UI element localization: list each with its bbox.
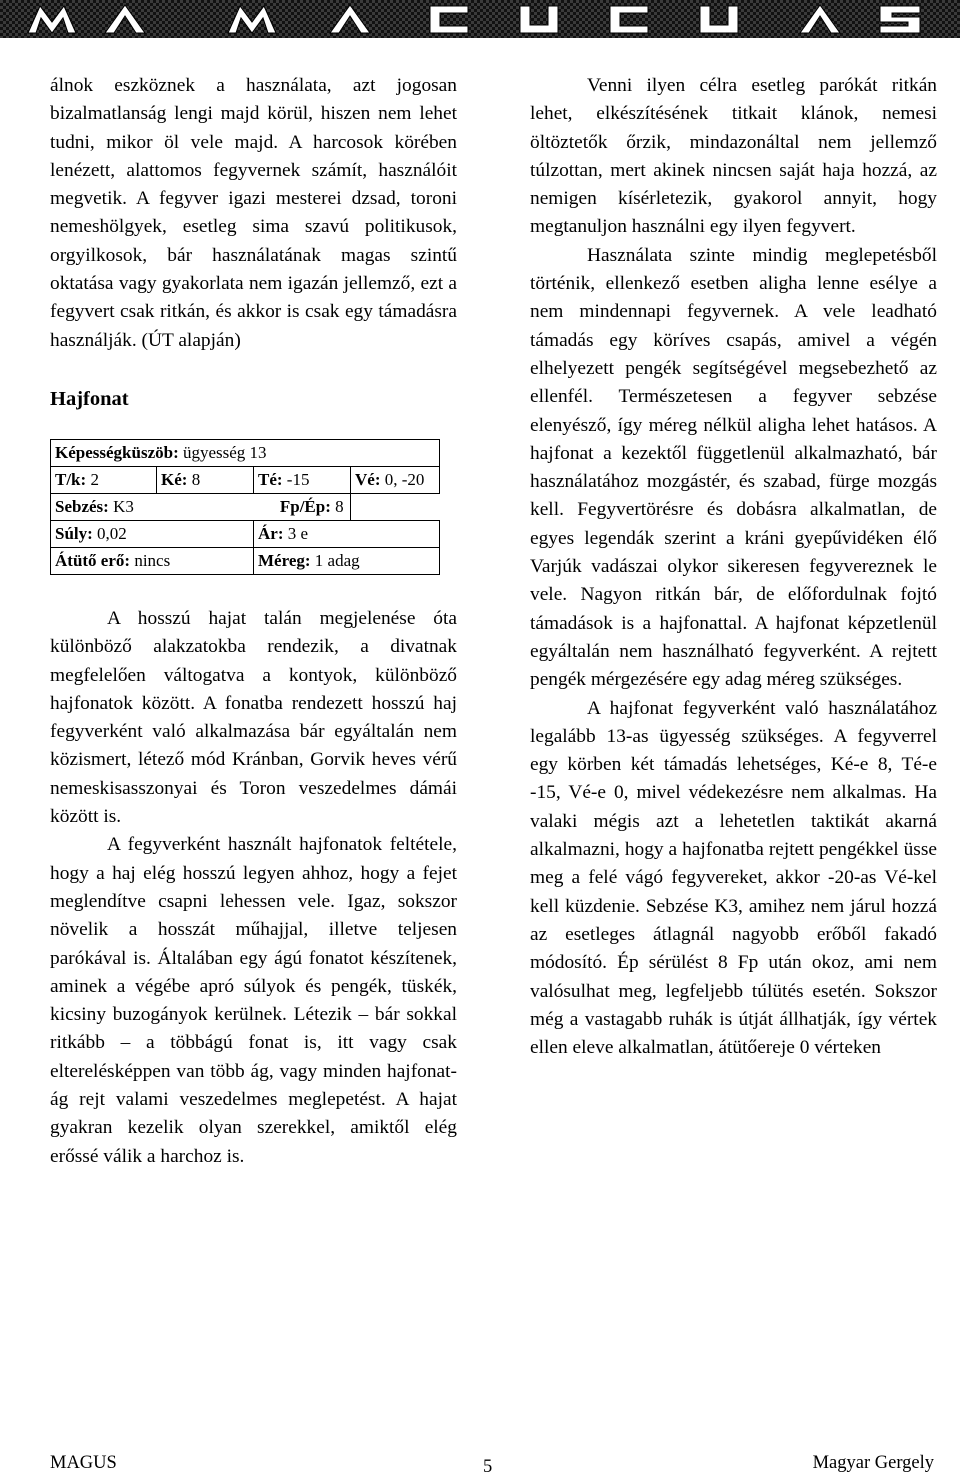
- poison-label: Méreg:: [258, 550, 311, 570]
- body-paragraph: Venni ilyen célra esetleg parókát ritkán lehet, elkészítésének titkait klánok, nemesi öltöztetők őrzik, mindazonáltal nem jellemző túlzottan, mert akinek nincsen saját haja hozzá, az nemigen kísérletezik, gyakorol annyit, hogy megtanuljon használni egy ilyen fegyvert.: [530, 75, 937, 238]
- stats-cell-pierce: [51, 547, 254, 574]
- footer-left: MAGUS: [50, 1453, 117, 1473]
- intro-paragraph: álnok eszköznek a használata, azt jogosan bizalmatlanság lengi majd körül, hiszen nem lehet tudni, mikor öl vele majd. A harcosok körében lenézett, alattomos fegyvernek számít, használóit megvetik. A fegyver igazi mesterei dzsad, toroni nemeshölgyek, esetleg sima szavú politikusok, orgyilkosok, bár használatának magas szintű oktatása vagy gyakorlata nem igazán jellemző, ezt a fegyvert csak ritkán, és akkor is csak egy támadásra használják. (ÚT alapján): [50, 75, 457, 351]
- te-label: Té:: [258, 469, 283, 489]
- damage-value: K3: [108, 496, 134, 516]
- section-title: Hajfonat: [50, 387, 129, 410]
- stats-row-weight: [51, 520, 440, 547]
- ve-label: Vé:: [355, 469, 381, 489]
- body-paragraph: A hosszú hajat talán megjelenése óta különböző alakzatokba rendezik, a divatnak megfelelően váltogatva a kontyok, különböző hajfonatok között. A fonatba rendezett hosszú haj fegyverként való alkalmazása bár egyáltalán nem közismert, létező mód Kránban, Gorvik heves vérű nemeskisasszonyai és Toron veszedelmes dámái között is.: [50, 607, 457, 828]
- stats-cell-te: [254, 466, 351, 493]
- te-value: -15: [282, 469, 310, 489]
- fp-label: Fp/Ép:: [279, 496, 331, 516]
- stats-cell-damage: [51, 493, 351, 520]
- header-banner: [0, 0, 960, 38]
- stats-cell-ke: [157, 466, 254, 493]
- weight-label: Súly:: [55, 523, 93, 543]
- right-column: [530, 72, 937, 1062]
- banner-logo: [0, 0, 960, 38]
- weight-value: 0,02: [92, 523, 127, 543]
- page-number: 5: [483, 1457, 493, 1477]
- threshold-value: ügyesség 13: [178, 442, 267, 462]
- ke-value: 8: [187, 469, 201, 489]
- stats-cell-ve: [351, 466, 440, 493]
- stats-cell-price: [254, 520, 440, 547]
- ke-label: Ké:: [161, 469, 188, 489]
- damage-label: Sebzés:: [55, 496, 109, 516]
- stats-row-combat: [51, 466, 440, 493]
- stats-row-pierce: [51, 547, 440, 574]
- stats-cell-threshold: [51, 439, 440, 466]
- pierce-value: nincs: [130, 550, 171, 570]
- stats-cell-weight: [51, 520, 254, 547]
- stats-row-damage: [51, 493, 440, 520]
- threshold-label: Képességküszöb:: [55, 442, 179, 462]
- left-column: [50, 72, 457, 1171]
- body-paragraph: A hajfonat fegyverként való használatához legalább 13-as ügyesség szükséges. A fegyverrel egy körben két támadás lehetséges, Ké-e 8, Té-e -15, Vé-e 0, mivel védekezésre nem alkalmas. Ha valaki mégis azt a lehetetlen taktikát akarná alkalmazni, hogy a hajfonatba rejtett pengékkel üsse meg a felé vágó fegyvereket, akkor -20-as Vé-kel kell küzdenie. Sebzése K3, amihez nem járul hozzá az esetleges átlagnál nagyobb erőből fakadó módosító. Ép sérülést 8 Fp után okoz, ami nem valósulhat meg, legfeljebb túlütés esetén. Sokszor még a vastagabb ruhák is útját állhatják, így vértek ellen eleve alkalmatlan, átütőereje 0 vérteken: [530, 697, 937, 1059]
- tk-label: T/k:: [55, 469, 87, 489]
- stats-cell-tk: [51, 466, 157, 493]
- ve-value: 0, -20: [380, 469, 425, 489]
- pierce-label: Átütő erő:: [55, 550, 131, 570]
- footer-author: Magyar Gergely: [812, 1453, 934, 1473]
- poison-value: 1 adag: [310, 550, 360, 570]
- stats-cell-poison: [254, 547, 440, 574]
- body-paragraph: A fegyverként használt hajfonatok feltétele, hogy a haj elég hosszú legyen ahhoz, hogy a fejet meglendítve csapni lehessen vele. Igaz, sokszor növelik a hosszát műhajjal, illetve teljesen parókával is. Általában egy ágú fonatot készítenek, aminek a végébe apró súlyok és pengék, tüskék, kicsiny buzogányok kerülnek. Létezik – bár sokkal ritkább – a többágú fonat is, itt vagy csak elterelésképpen van több ág, vagy minden hajfonat-ág rejt valami veszedelmes meglepetést. A hajat gyakran kezelik olyan szerekkel, amiktől elég erőssé válik a harchoz is.: [50, 834, 457, 1167]
- tk-value: 2: [86, 469, 99, 489]
- stats-row-threshold: [51, 439, 440, 466]
- body-paragraph: Használata szinte mindig meglepetésből történik, ellenkező esetben aligha lenne esélye a nem mindennapi fegyvernek. A vele leadható támadás egy köríves csapás, amivel a végén elhelyezett pengék segítségével megsebezhető az ellenfél. Természetesen a fegyver sebzése elenyésző, így méreg nélkül aligha lehet hatásos. A hajfonat a kezektől függetlenül alkalmazható, bár használatához mozgástér, és szabad, fürge mozgás kell. Fegyvertörésre és dobásra alkalmatlan, de egyes legendák szerint a kráni gyepűvidéken élő Varjúk vadászai olykor sikeresen fegyvereznek le vele. Nagyon ritkán bár, de előfordulnak fojtó támadások is a hajfonattal. A hajfonat képzetlenül egyáltalán nem használható fegyverként. A rejtett pengék mérgezésére egy adag méreg szükséges.: [530, 244, 937, 691]
- fp-value: 8: [330, 496, 344, 516]
- weapon-stats-table: [50, 439, 440, 575]
- price-label: Ár:: [258, 523, 284, 543]
- price-value: 3 e: [283, 523, 309, 543]
